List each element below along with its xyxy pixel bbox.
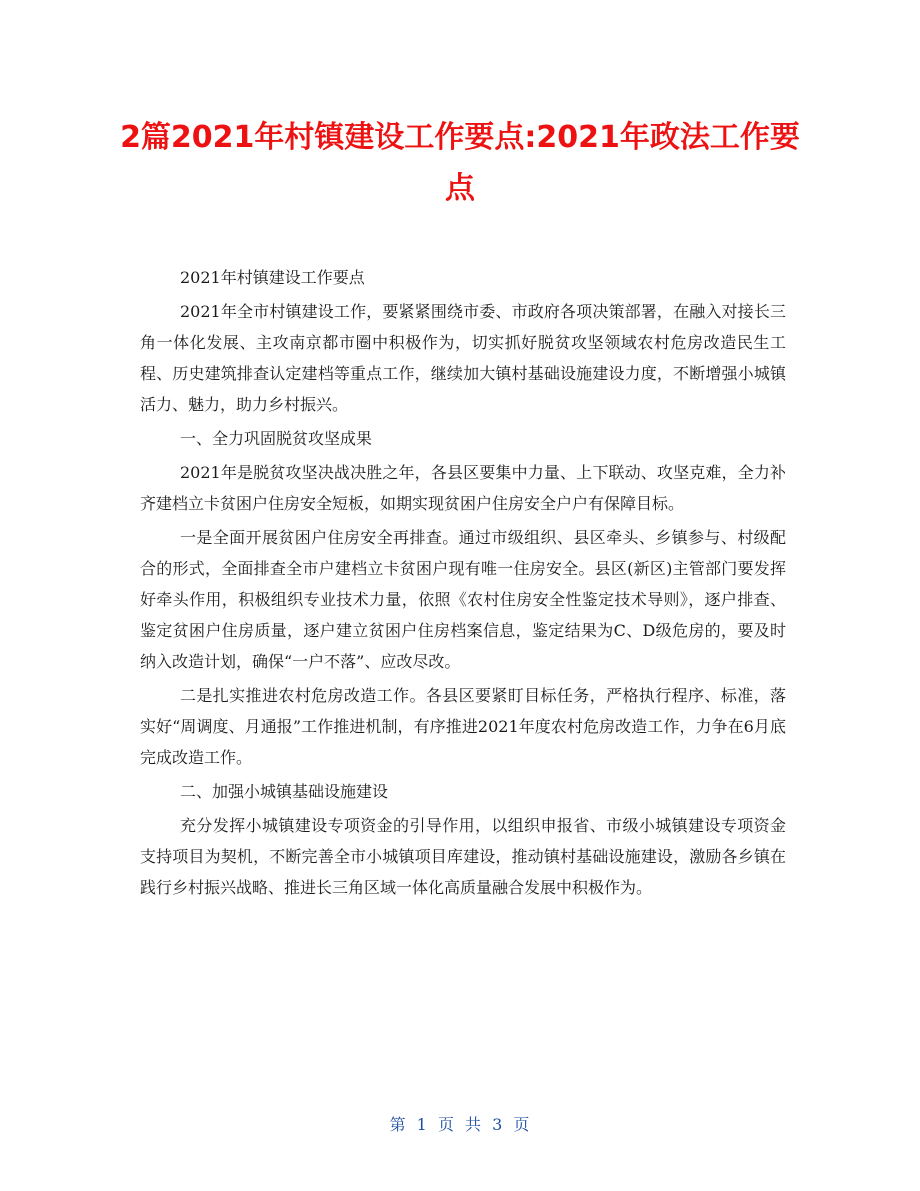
section-heading: 2021年村镇建设工作要点 — [180, 268, 365, 287]
page-number: 第 1 页 共 3 页 — [389, 1115, 531, 1134]
document-title: 2篇2021年村镇建设工作要点:2021年政法工作要点 — [120, 120, 800, 206]
body-paragraph: 二是扎实推进农村危房改造工作。各县区要紧盯目标任务，严格执行程序、标准，落实好“周调度、月通报”工作推进机制，有序推进2021年度农村危房改造工作，力争在6月底完成改造工作。 — [140, 686, 786, 767]
body-paragraph: 2021年是脱贫攻坚决战决胜之年，各县区要集中力量、上下联动、攻坚克难，全力补齐建档立卡贫困户住房安全短板，如期实现贫困户住房安全户户有保障目标。 — [140, 463, 786, 513]
body-paragraph: 2021年全市村镇建设工作，要紧紧围绕市委、市政府各项决策部署，在融入对接长三角一体化发展、主攻南京都市圈中积极作为，切实抓好脱贫攻坚领域农村危房改造民生工程、历史建筑排查认定建档等重点工作，继续加大镇村基础设施建设力度，不断增强小城镇活力、魅力，助力乡村振兴。 — [140, 302, 786, 414]
section-heading: 一、全力巩固脱贫攻坚成果 — [180, 429, 373, 448]
body-paragraph: 一是全面开展贫困户住房安全再排查。通过市级组织、县区牵头、乡镇参与、村级配合的形式，全面排查全市户建档立卡贫困户现有唯一住房安全。县区(新区)主管部门要发挥好牵头作用，积极组织专业技术力量，依照《农村住房安全性鉴定技术导则》，逐户排查、鉴定贫困户住房质量，逐户建立贫困户住房档案信息，鉴定结果为C、D级危房的，要及时纳入改造计划，确保“一户不落”、应改尽改。 — [140, 528, 786, 671]
body-paragraph: 充分发挥小城镇建设专项资金的引导作用，以组织申报省、市级小城镇建设专项资金支持项目为契机，不断完善全市小城镇项目库建设，推动镇村基础设施建设，激励各乡镇在践行乡村振兴战略、推进长三角区域一体化高质量融合发展中积极作为。 — [140, 816, 786, 897]
section-heading: 二、加强小城镇基础设施建设 — [180, 782, 389, 801]
document-body — [140, 262, 786, 906]
